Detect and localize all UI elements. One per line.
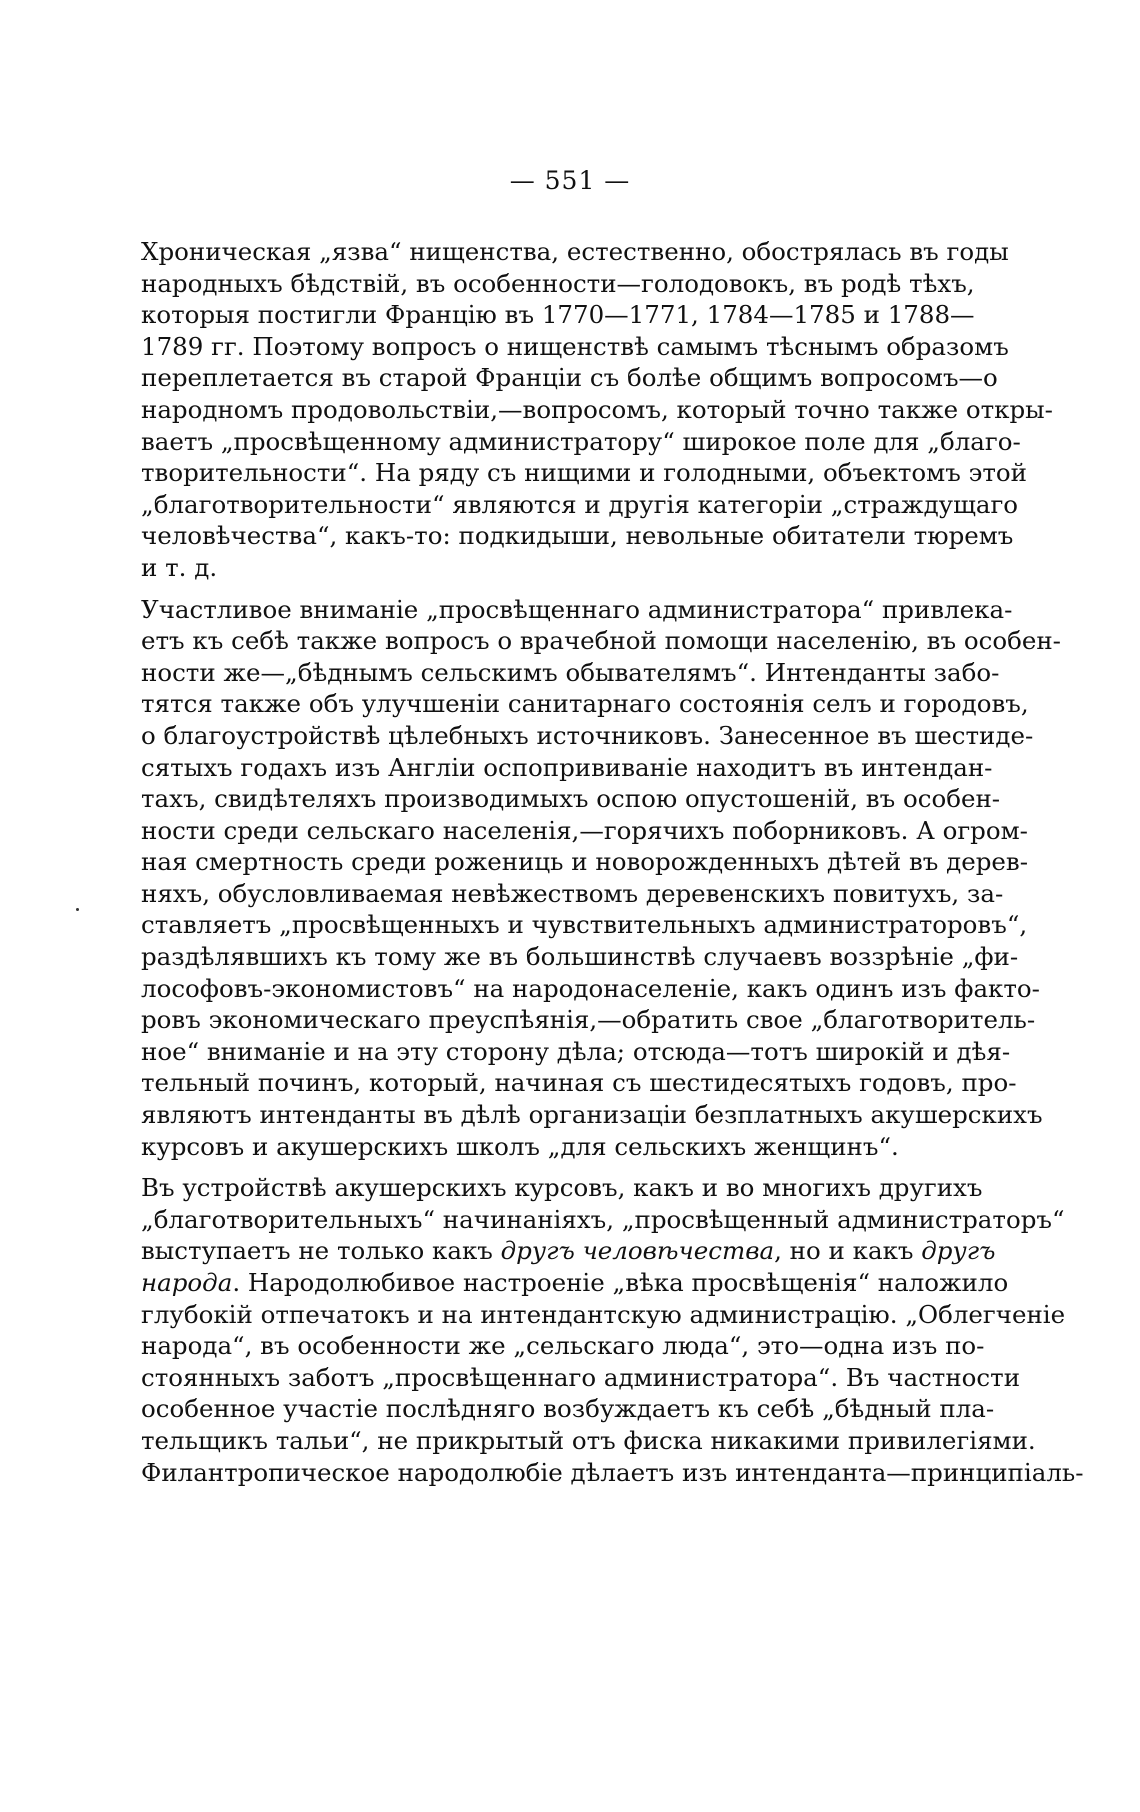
text-line: народа“, въ особенности же „сельскаго люда“, это—одна изъ по- xyxy=(141,1331,985,1361)
text-line: о благоустройствѣ цѣлебныхъ источниковъ. Занесенное въ шестиде- xyxy=(141,720,1034,750)
text-line: народныхъ бѣдствій, въ особенности—голодовокъ, въ родѣ тѣхъ, xyxy=(141,268,975,298)
text-line: народномъ продовольствіи,—вопросомъ, который точно также откры- xyxy=(141,394,1053,424)
text-line: сятыхъ годахъ изъ Англіи оспопрививаніе находитъ въ интендан- xyxy=(141,752,993,782)
text-line: народа. Народолюбивое настроеніе „вѣка просвѣщенія“ наложило xyxy=(141,1268,1009,1297)
text-line: „благотворительности“ являются и другія категоріи „страждущаго xyxy=(141,489,1019,519)
text-line: переплетается въ старой Франціи съ болѣе общимъ вопросомъ—о xyxy=(141,363,998,393)
text-line: особенное участіе послѣдняго возбуждаетъ къ себѣ „бѣдный пла- xyxy=(141,1394,995,1424)
text-line: раздѣлявшихъ къ тому же въ большинствѣ случаевъ воззрѣніе „фи- xyxy=(141,942,1019,972)
text-line: Участливое вниманіе „просвѣщеннаго администратора“ привлека- xyxy=(141,594,1013,624)
text-line: тятся также объ улучшеніи санитарнаго состоянія селъ и городовъ, xyxy=(141,689,1029,719)
text-line: тахъ, свидѣтеляхъ производимыхъ оспою опустошеній, въ особен- xyxy=(141,784,1001,814)
text-line: выступаетъ не только какъ другъ человѣчества, но и какъ другъ xyxy=(141,1236,996,1266)
text-line: ваетъ „просвѣщенному администратору“ широкое поле для „благо- xyxy=(141,426,1021,456)
text-line: и т. д. xyxy=(141,552,218,582)
text-line: ное“ вниманіе и на эту сторону дѣла; отсюда—тотъ широкій и дѣя- xyxy=(141,1036,1011,1066)
paragraph-1 xyxy=(141,236,1053,584)
text-line: ности же—„бѣднымъ сельскимъ обывателямъ“. Интенданты забо- xyxy=(141,657,1000,687)
text-line: тельщикъ тальи“, не прикрытый отъ фиска никакими привилегіями. xyxy=(141,1425,1036,1455)
paragraph-3 xyxy=(141,1172,1084,1488)
text-line: курсовъ и акушерскихъ школъ „для сельскихъ женщинъ“. xyxy=(141,1131,899,1161)
text-line: Филантропическое народолюбіе дѣлаетъ изъ интенданта—принципіаль- xyxy=(141,1457,1084,1487)
text-line: няхъ, обусловливаемая невѣжествомъ деревенскихъ повитухъ, за- xyxy=(141,878,1004,908)
text-line: Хроническая „язва“ нищенства, естественно, обострялась въ годы xyxy=(141,237,1009,266)
text-line: етъ къ себѣ также вопросъ о врачебной помощи населенію, въ особен- xyxy=(141,626,1061,656)
text-line: стоянныхъ заботъ „просвѣщеннаго администратора“. Въ частности xyxy=(141,1362,1021,1392)
text-line: Въ устройствѣ акушерскихъ курсовъ, какъ и во многихъ другихъ xyxy=(141,1173,983,1203)
text-line: лософовъ-экономистовъ“ на народонаселеніе, какъ одинъ изъ факто- xyxy=(141,973,1040,1003)
text-line: ности среди сельскаго населенія,—горячихъ поборниковъ. А огром- xyxy=(141,815,1028,845)
print-speck xyxy=(76,908,79,911)
text-line: глубокій отпечатокъ и на интендантскую администрацію. „Облегченіе xyxy=(141,1299,1066,1329)
text-line: 1789 гг. Поэтому вопросъ о нищенствѣ самымъ тѣснымъ образомъ xyxy=(141,331,1009,361)
text-line: ровъ экономическаго преуспѣянія,—обратить свое „благотворитель- xyxy=(141,1005,1036,1035)
text-line: ная смертность среди рожениць и новорожденныхъ дѣтей въ дерев- xyxy=(141,847,1028,877)
text-line: творительности“. На ряду съ нищими и голодными, объектомъ этой xyxy=(141,458,1027,488)
text-line: которыя постигли Францію въ 1770—1771, 1784—1785 и 1788— xyxy=(141,300,975,330)
text-line: тельный починъ, который, начиная съ шестидесятыхъ годовъ, про- xyxy=(141,1068,1017,1098)
text-line: человѣчества“, какъ-то: подкидыши, невольные обитатели тюремъ xyxy=(141,521,1014,551)
text-line: являютъ интенданты въ дѣлѣ организаціи безплатныхъ акушерскихъ xyxy=(141,1100,1043,1130)
text-line: „благотворительныхъ“ начинаніяхъ, „просвѣщенный администраторъ“ xyxy=(141,1204,1065,1234)
body-text xyxy=(141,236,1084,1488)
page-number: — 551 — xyxy=(509,166,631,195)
paragraph-2 xyxy=(141,594,1061,1163)
text-line: ставляетъ „просвѣщенныхъ и чувствительныхъ администраторовъ“, xyxy=(141,910,1028,940)
